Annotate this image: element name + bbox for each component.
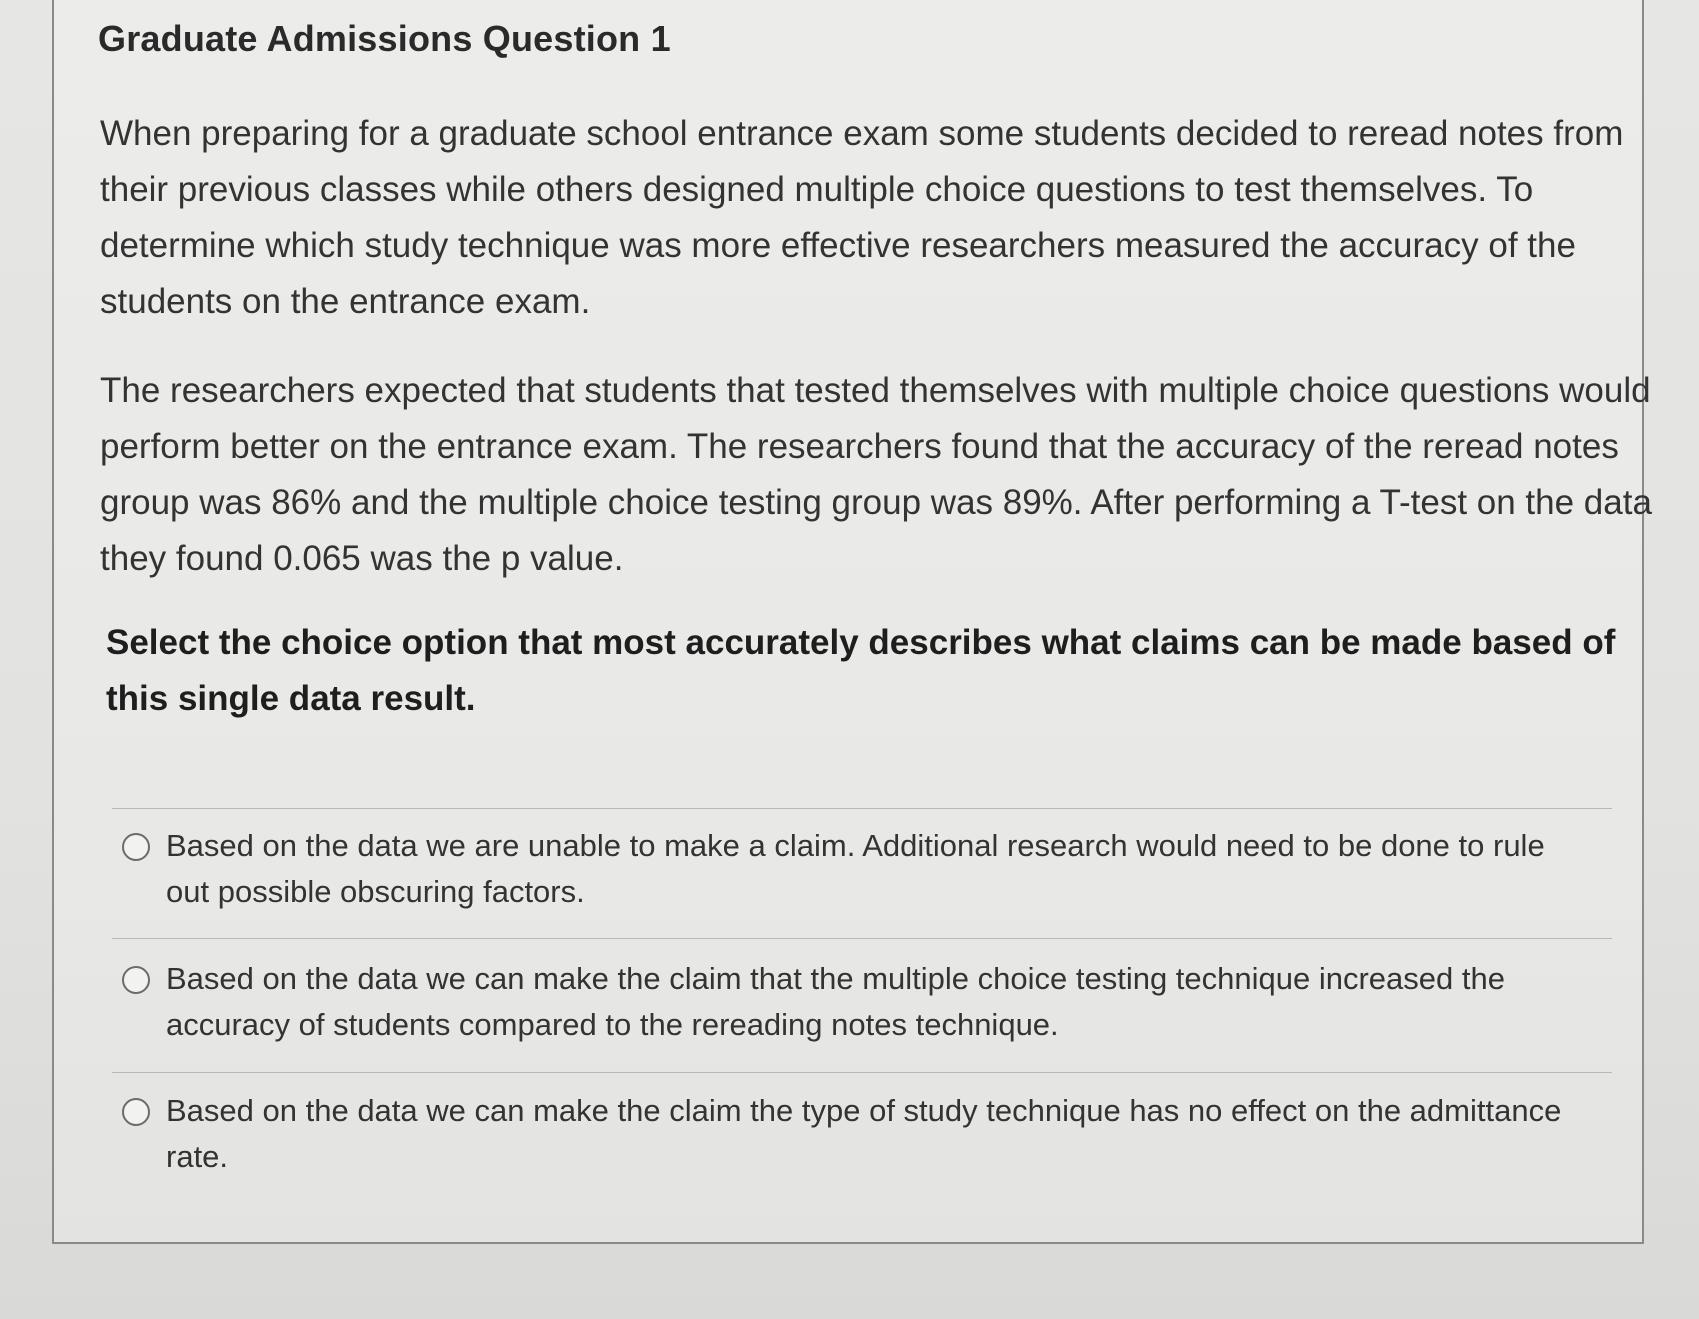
- radio-button-option-3[interactable]: [122, 1098, 150, 1126]
- question-paragraph-context: When preparing for a graduate school entrance exam some students decided to reread notes from their previous classes while others designed multiple choice questions to test themselves. To determine which study technique was more effective researchers measured the accuracy of the students on the entrance exam.: [100, 114, 1624, 321]
- answer-option-label[interactable]: Based on the data we can make the claim the type of study technique has no effect on the admittance rate.: [166, 1093, 1562, 1174]
- option-divider: [112, 808, 1612, 809]
- answer-option-label[interactable]: Based on the data we can make the claim that the multiple choice testing technique increased the accuracy of students compared to the rereading notes technique.: [166, 961, 1505, 1042]
- radio-button-option-2[interactable]: [122, 966, 150, 994]
- radio-button-option-1[interactable]: [122, 833, 150, 861]
- question-prompt: Select the choice option that most accurately describes what claims can be made based of this single data result.: [106, 623, 1616, 718]
- answer-option-label[interactable]: Based on the data we are unable to make a claim. Additional research would need to be done to rule out possible obscuring factors.: [166, 828, 1545, 909]
- question-title: Graduate Admissions Question 1: [98, 18, 671, 59]
- question-paragraph-results: The researchers expected that students that tested themselves with multiple choice questions would perform better on the entrance exam. The researchers found that the accuracy of the reread notes group was 86% and the multiple choice testing group was 89%. After performing a T-test on the data they found 0.065 was the p value.: [100, 371, 1652, 578]
- option-divider: [112, 1072, 1612, 1073]
- question-card: [52, 0, 1652, 1244]
- option-divider: [112, 938, 1612, 939]
